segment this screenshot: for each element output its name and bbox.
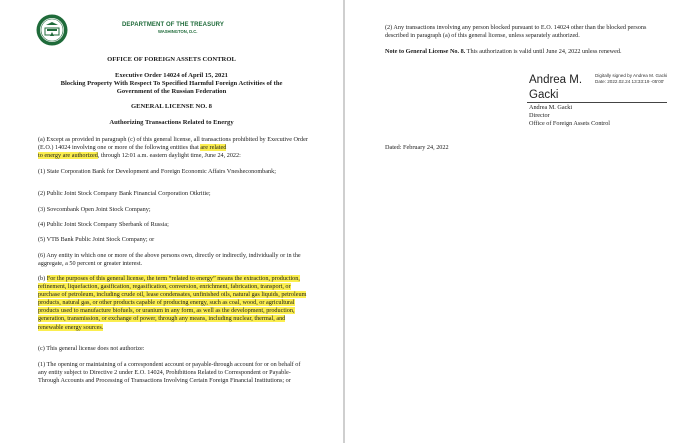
eo-line-2: Blocking Property With Respect To Specified Harmful Foreign Activities of the — [60, 80, 283, 87]
signer-title: Director — [529, 112, 550, 119]
eo-line-1: Executive Order 14024 of April 15, 2021 — [115, 72, 228, 79]
list-item-1: (1) State Corporation Bank for Development and Foreign Economic Affairs Vnesheconombank; — [38, 168, 276, 175]
list-item-3: (3) Sovcombank Open Joint Stock Company; — [38, 206, 151, 213]
paragraph-c2: (2) Any transactions involving any person blocked pursuant to E.O. 14024 other than the blocked persons described in paragraph (a) of this general license, unless separately authorized. — [385, 24, 647, 40]
note-label: Note to General License No. 8. — [385, 48, 466, 55]
paragraph-b — [38, 275, 310, 332]
treasury-seal-icon — [36, 14, 68, 46]
para-b-prefix: (b) — [38, 275, 47, 282]
para-a-text-2: , through 12:01 a.m. eastern daylight time, June 24, 2022: — [97, 152, 241, 160]
signer-office: Office of Foreign Assets Control — [529, 120, 611, 127]
department-title: DEPARTMENT OF THE TREASURY — [122, 22, 224, 28]
digital-signature-info — [595, 73, 670, 85]
digital-signed-by: Digitally signed by Andrea M. Gacki — [595, 73, 668, 78]
signer-block — [529, 104, 610, 128]
note-text: This authorization is valid until June 24, 2022 unless renewed. — [465, 48, 622, 55]
signature-line — [527, 102, 667, 103]
list-item-6: (6) Any entity in which one or more of the above persons own, directly or indirectly, individually or in the aggregate, a 50 percent or greater interest. — [38, 252, 301, 268]
signature-first-name: Andrea M. — [529, 74, 583, 86]
license-note — [385, 48, 660, 56]
list-item-4: (4) Public Joint Stock Company Sberbank of Russia; — [38, 221, 169, 228]
highlight-authorized: to energy are authorized — [38, 152, 98, 160]
license-title: GENERAL LICENSE NO. 8 — [131, 103, 212, 110]
executive-order-title — [0, 72, 343, 96]
list-item-2: (2) Public Joint Stock Company Bank Financial Corporation Otkritie; — [38, 190, 211, 197]
office-title: OFFICE OF FOREIGN ASSETS CONTROL — [107, 56, 236, 63]
digital-signed-date: Date: 2022.02.24 13:33:19 -05'00' — [595, 79, 665, 84]
paragraph-a — [38, 136, 310, 160]
eo-line-3: Government of the Russian Federation — [116, 88, 227, 95]
paragraph-c1: (1) The opening or maintaining of a correspondent account or payable-through account for or on behalf of any entity subject to Directive 2 under E.O. 14024, Prohibitions Related to Correspondent or Payable-Through Accounts and Processing of Transactions Involving Certain Foreign Financial Institutions; or — [38, 361, 301, 385]
license-subject: Authorizing Transactions Related to Energy — [109, 119, 234, 126]
highlight-related: are related — [200, 144, 227, 152]
highlight-definition: For the purposes of this general license, the term “related to energy” means the extraction, production, refinement, liquefaction, gasification, regasification, conversion, enrichment, fabrication, transport, or purchase of petroleum, including crude oil, lease condensates, unfinished oils, natural gas liquids, petroleum products, natural gas, or other products capable of producing energy, such as coal, wood, or agricultural products used to manufacture biofuels, or uranium in any form, as well as the development, production, generation, transmission, or exchange of power, through any means, including nuclear, thermal, and renewable energy sources. — [38, 275, 307, 331]
para-a-text-1: (a) Except as provided in paragraph (c) of this general license, all transactions prohibited by Executive Order (E.O.) 14024 involving one or more of the following entities that — [38, 136, 308, 152]
paragraph-c: (c) This general license does not authorize: — [38, 345, 145, 352]
signature-last-name: Gacki — [529, 89, 559, 101]
right-page — [345, 0, 690, 443]
department-location: WASHINGTON, D.C. — [158, 29, 198, 34]
signer-name: Andrea M. Gacki — [529, 104, 573, 111]
dated-line: Dated: February 24, 2022 — [385, 144, 449, 151]
list-item-5: (5) VTB Bank Public Joint Stock Company; or — [38, 236, 155, 243]
